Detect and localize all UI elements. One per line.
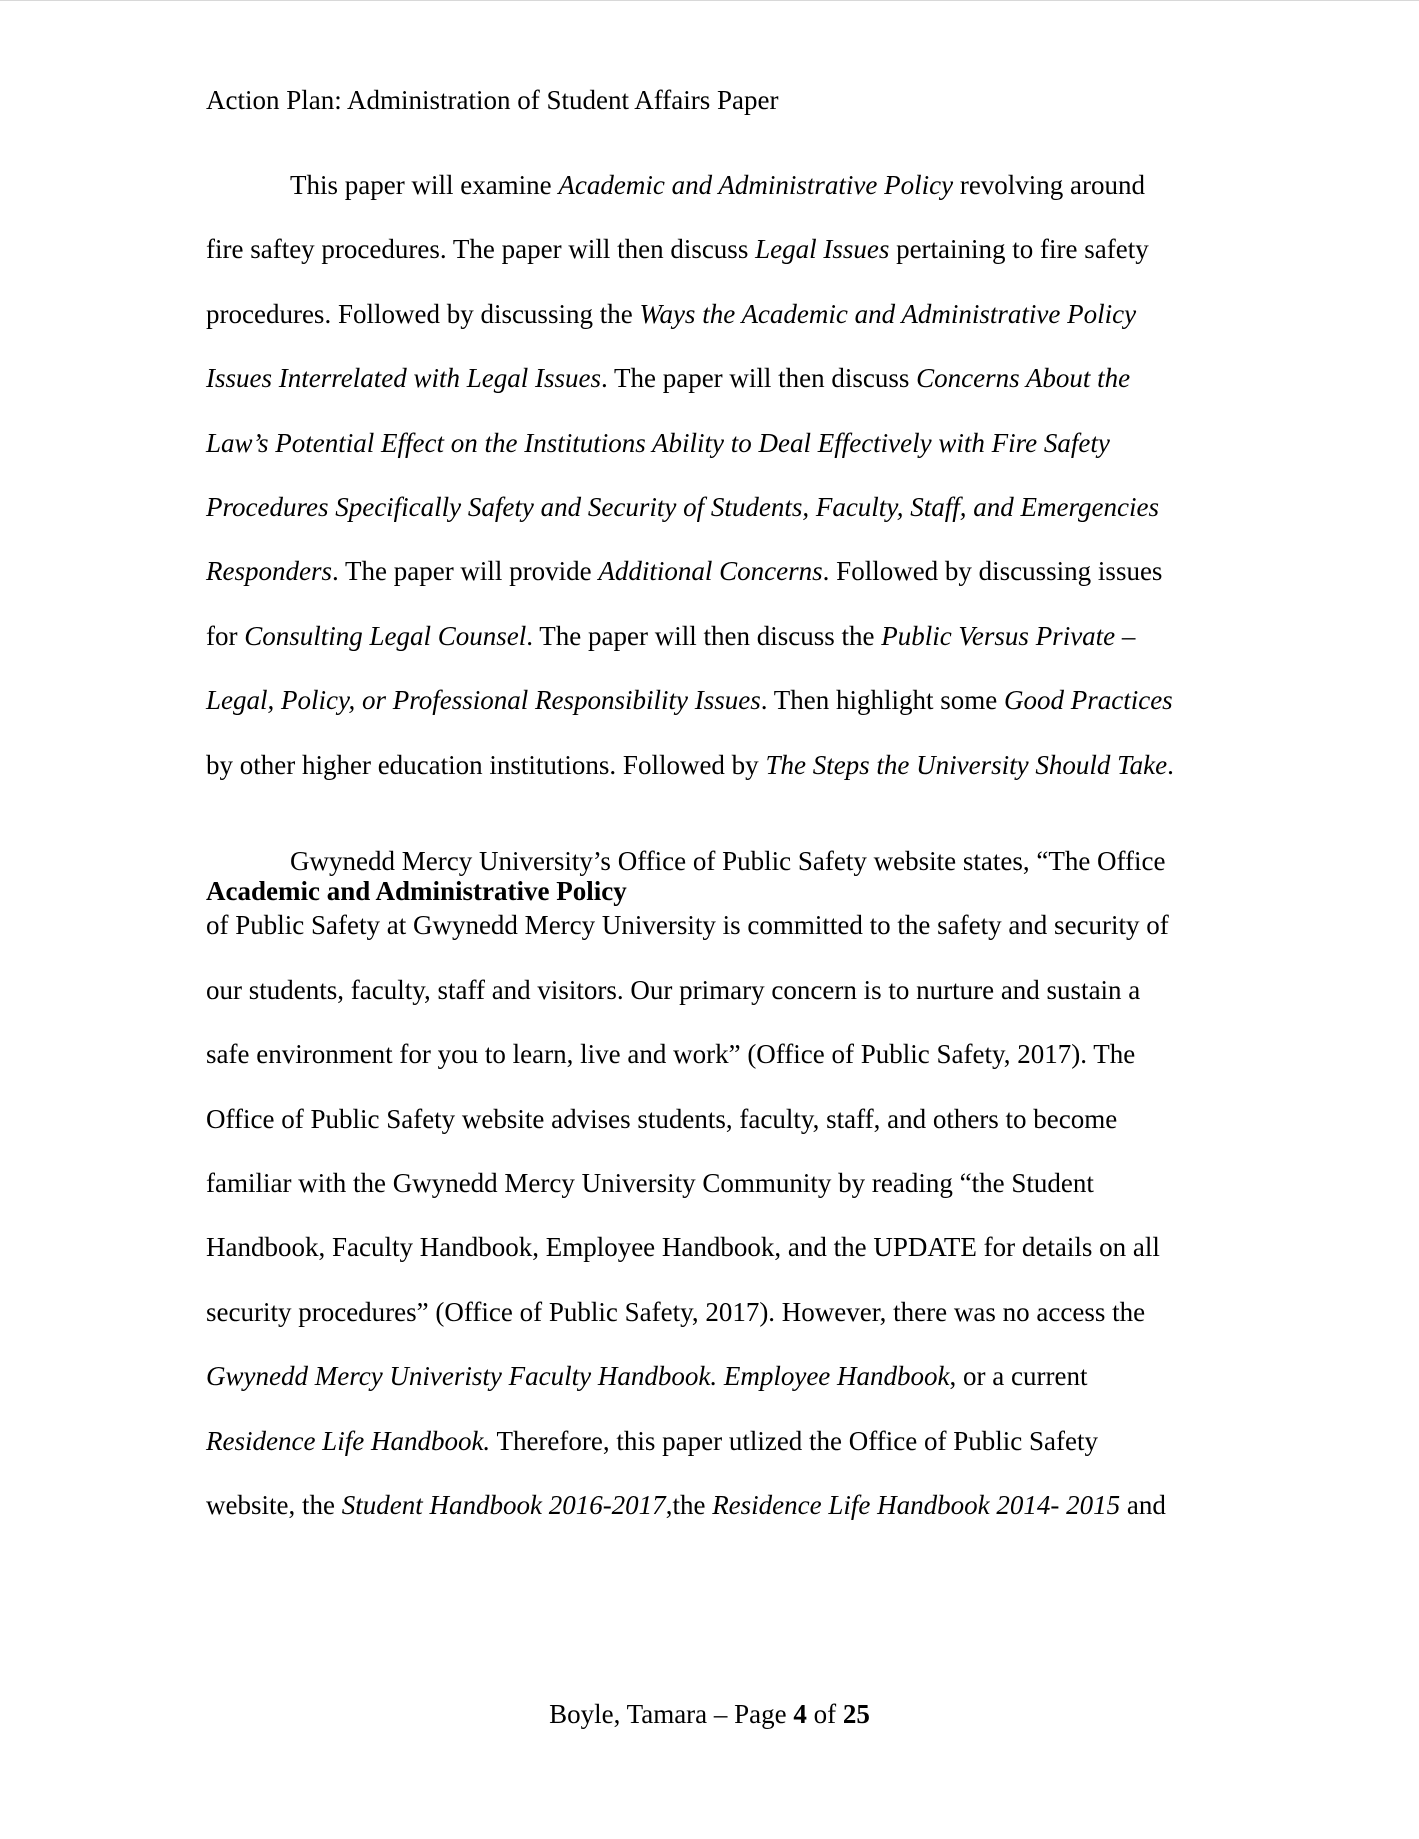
footer-author: Boyle, Tamara – Page — [549, 1699, 794, 1729]
policy-line: Handbook, Faculty Handbook, Employee Handbook, and the UPDATE for details on all — [206, 1232, 1160, 1263]
policy-line: our students, faculty, staff and visitors. Our primary concern is to nurture and sustain a — [206, 974, 1141, 1005]
policy-paragraph — [206, 829, 1236, 1537]
intro-line: for Consulting Legal Counsel. The paper will then discuss the Public Versus Private – — [206, 620, 1136, 651]
policy-line: Gwynedd Mercy Univeristy Faculty Handbook. Employee Handbook, or a current — [206, 1361, 1088, 1392]
intro-line: Law’s Potential Effect on the Institutions Ability to Deal Effectively with Fire Safety — [206, 427, 1110, 458]
intro-line: fire saftey procedures. The paper will then discuss Legal Issues pertaining to fire safety — [206, 234, 1149, 265]
section-heading: Academic and Administrative Policy — [206, 876, 627, 906]
policy-line: security procedures” (Office of Public Safety, 2017). However, there was no access the — [206, 1296, 1146, 1327]
intro-line: Legal, Policy, or Professional Responsibility Issues. Then highlight some Good Practices — [206, 685, 1173, 716]
intro-line: This paper will examine Academic and Administrative Policy revolving around — [290, 170, 1146, 200]
intro-line: Procedures Specifically Safety and Security of Students, Faculty, Staff, and Emergencies — [206, 491, 1160, 522]
footer-of-label: of — [806, 1699, 843, 1729]
intro-line: procedures. Followed by discussing the Ways the Academic and Administrative Policy — [206, 298, 1137, 329]
policy-line: website, the Student Handbook 2016-2017,the Residence Life Handbook 2014- 2015 and — [206, 1489, 1166, 1520]
running-header: Action Plan: Administration of Student Affairs Paper — [206, 85, 779, 115]
policy-line: of Public Safety at Gwynedd Mercy University is committed to the safety and security of — [206, 910, 1169, 941]
intro-line: Issues Interrelated with Legal Issues. The paper will then discuss Concerns About the — [206, 363, 1131, 394]
page-footer — [0, 1697, 1419, 1731]
intro-paragraph — [206, 153, 1236, 797]
intro-line: Responders. The paper will provide Additional Concerns. Followed by discussing issues — [206, 556, 1163, 587]
policy-line: familiar with the Gwynedd Mercy University Community by reading “the Student — [206, 1167, 1094, 1198]
policy-line: Residence Life Handbook. Therefore, this paper utlized the Office of Public Safety — [206, 1425, 1098, 1456]
policy-line: Office of Public Safety website advises students, faculty, staff, and others to become — [206, 1103, 1118, 1134]
footer-page-total: 25 — [842, 1699, 870, 1729]
page-top-rule — [0, 0, 1419, 1]
policy-line: Gwynedd Mercy University’s Office of Public Safety website states, “The Office — [290, 846, 1166, 876]
footer-page-current: 4 — [793, 1699, 807, 1729]
policy-line: safe environment for you to learn, live and work” (Office of Public Safety, 2017). The — [206, 1039, 1136, 1070]
intro-line: by other higher education institutions. Followed by The Steps the University Should Take. — [206, 749, 1174, 780]
